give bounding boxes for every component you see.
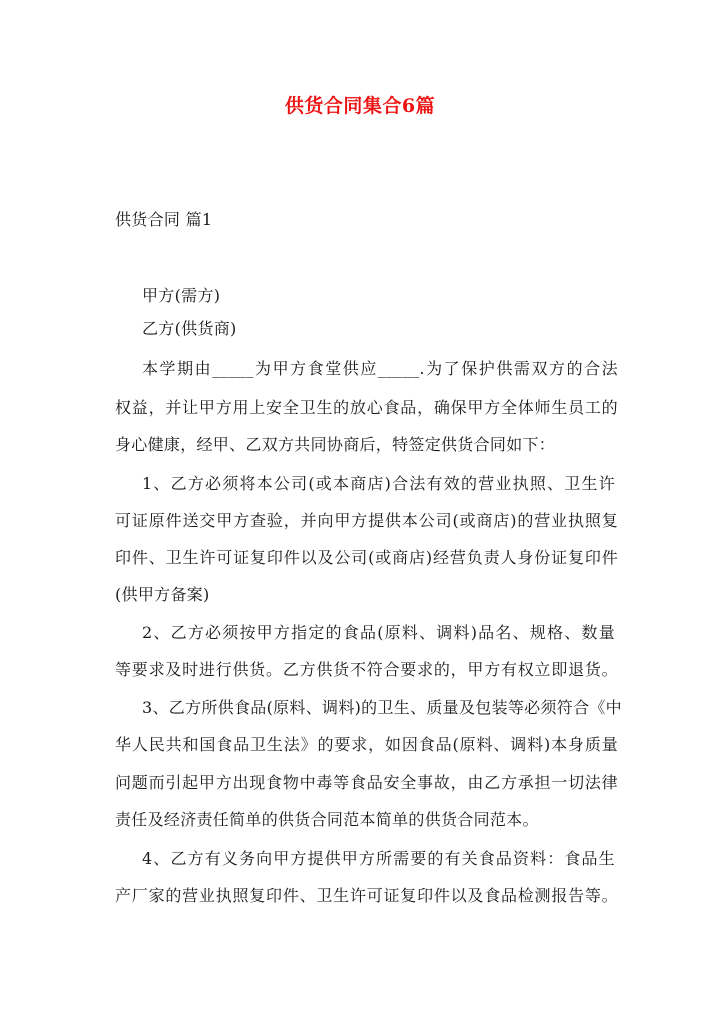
party-a-line: 甲方(需方) (142, 286, 221, 305)
paragraph-line: 责任及经济责任简单的供货合同范本简单的供货合同范本。 (115, 810, 539, 829)
party-b-line: 乙方(供货商) (142, 319, 237, 338)
paragraph-line: 问题而引起甲方出现食物中毒等食品安全事故，由乙方承担一切法律 (115, 773, 618, 792)
paragraph-line: 印件、卫生许可证复印件以及公司(或商店)经营负责人身份证复印件 (115, 548, 618, 567)
paragraph-line: 2、乙方必须按甲方指定的食品(原料、调料)品名、规格、数量 (142, 623, 615, 642)
document-title: 供货合同集合6篇 (284, 95, 436, 117)
paragraph-line: 华人民共和国食品卫生法》的要求，如因食品(原料、调料)本身质量 (115, 735, 618, 754)
paragraph-line: 3、乙方所供食品(原料、调料)的卫生、质量及包装等必须符合《中 (142, 698, 622, 717)
paragraph-line: 本学期由_____为甲方食堂供应_____.为了保护供需双方的合法 (142, 359, 618, 378)
paragraph-line: 身心健康，经甲、乙双方共同协商后，特签定供货合同如下： (115, 435, 556, 454)
paragraph-line: 4、乙方有义务向甲方提供甲方所需要的有关食品资料：食品生 (142, 849, 615, 868)
paragraph-line: 1、乙方必须将本公司(或本商店)合法有效的营业执照、卫生许 (142, 474, 615, 493)
section-heading: 供货合同 篇1 (115, 210, 213, 229)
paragraph-line: 等要求及时进行供货。乙方供货不符合要求的，甲方有权立即退货。 (115, 660, 618, 679)
paragraph-line: 产厂家的营业执照复印件、卫生许可证复印件以及食品检测报告等。 (115, 886, 618, 905)
paragraph-line: (供甲方备案) (115, 585, 210, 604)
paragraph-line: 可证原件送交甲方查验，并向甲方提供本公司(或商店)的营业执照复 (115, 511, 618, 530)
paragraph-line: 权益，并让甲方用上安全卫生的放心食品，确保甲方全体师生员工的 (115, 398, 618, 417)
